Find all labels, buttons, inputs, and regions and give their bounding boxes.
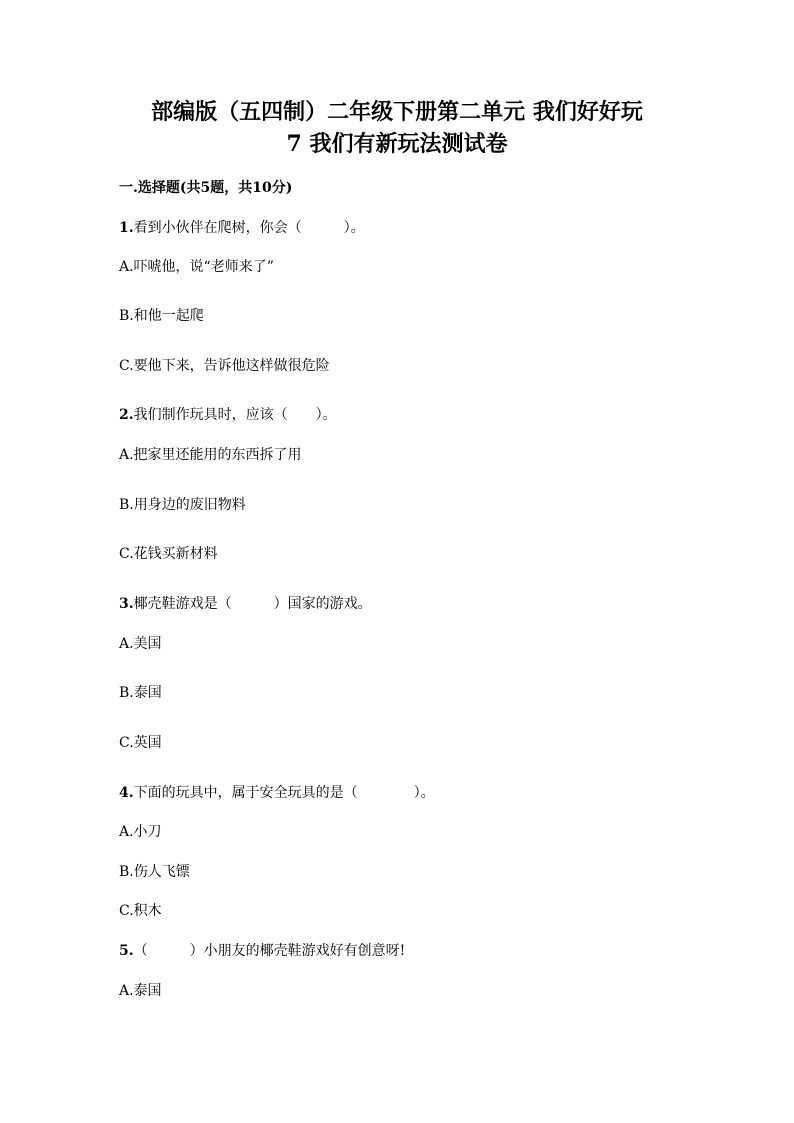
option-2a: A.把家里还能用的东西拆了用: [119, 447, 302, 463]
option-5a: A.泰国: [119, 983, 162, 999]
question-2: [119, 406, 337, 424]
question-4: [119, 784, 435, 802]
option-3b: B.泰国: [119, 685, 162, 701]
option-1b: B.和他一起爬: [119, 308, 204, 324]
question-number: 1.: [119, 220, 134, 236]
option-4c: C.积木: [119, 903, 162, 919]
option-2b: B.用身边的废旧物料: [119, 497, 246, 513]
question-3: [119, 595, 372, 613]
section-heading: 一.选择题(共5题，共10分): [119, 180, 293, 196]
question-stem: 我们制作玩具时，应该（ ）。: [133, 407, 337, 423]
question-stem: 椰壳鞋游戏是（ ）国家的游戏。: [133, 596, 372, 612]
question-number: 2.: [119, 407, 134, 423]
option-3c: C.英国: [119, 735, 162, 751]
option-4b: B.伤人飞镖: [119, 864, 190, 880]
option-1c: C.要他下来，告诉他这样做很危险: [119, 358, 330, 374]
option-2c: C.花钱买新材料: [119, 546, 218, 562]
option-4a: A.小刀: [119, 824, 162, 840]
option-3a: A.美国: [119, 636, 162, 652]
question-number: 3.: [119, 596, 134, 612]
question-5: [119, 942, 405, 960]
page-title: 部编版（五四制）二年级下册第二单元 我们好好玩: [151, 99, 643, 125]
question-number: 5.: [119, 943, 134, 959]
option-1a: A.吓唬他，说“老师来了”: [119, 259, 274, 275]
question-1: [119, 219, 365, 237]
question-stem: 下面的玩具中，属于安全玩具的是（ ）。: [133, 785, 435, 801]
question-number: 4.: [119, 785, 134, 801]
page-subtitle: 7 我们有新玩法测试卷: [286, 131, 508, 157]
question-stem: 看到小伙伴在爬树，你会（ ）。: [133, 220, 365, 236]
question-stem: （ ）小朋友的椰壳鞋游戏好有创意呀!: [133, 943, 406, 959]
